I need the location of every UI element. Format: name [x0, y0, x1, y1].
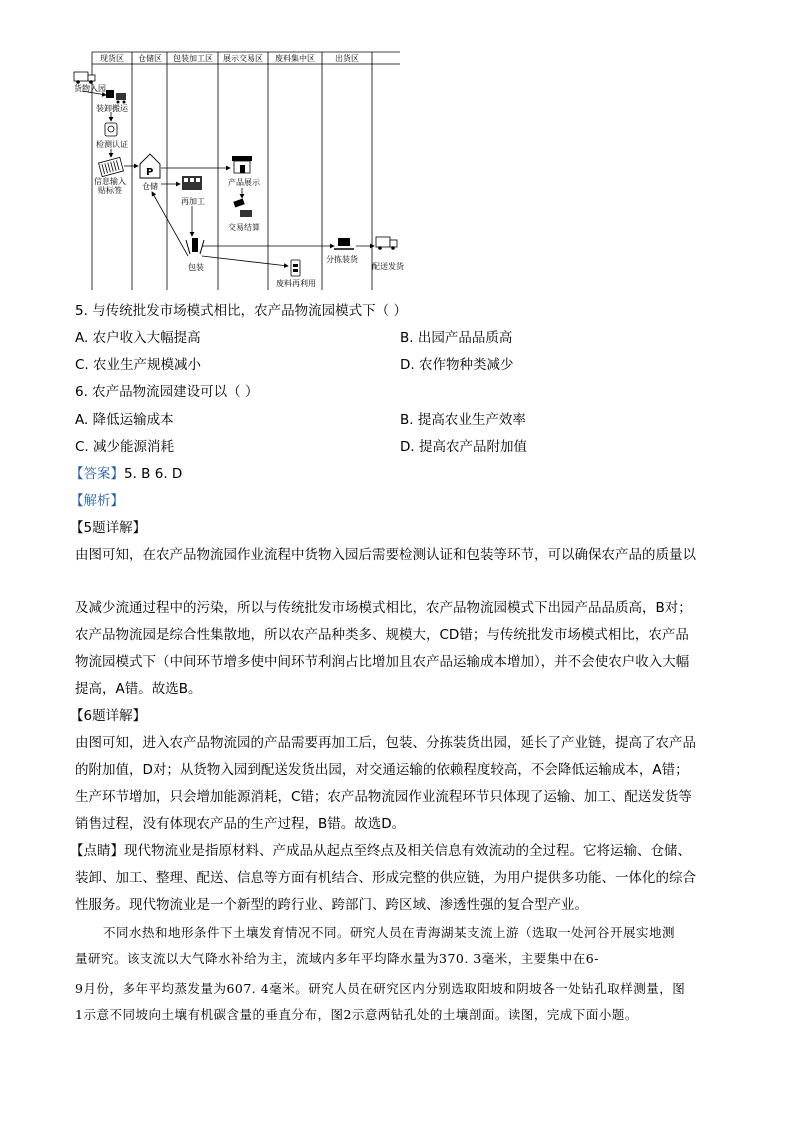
- intro-p1: 不同水热和地形条件下土壤发育情况不同。研究人员在青海湖某支流上游（选取一处河谷开展实地测: [103, 925, 676, 940]
- col-header: 展示交易区: [223, 54, 263, 63]
- q6-option-d: D. 提高农产品附加值: [400, 439, 527, 455]
- d6-p4: 销售过程，没有体现农产品的生产过程，B错。故选D。: [75, 816, 406, 832]
- analysis-tag: 【解析】: [70, 493, 124, 509]
- tip-line1: [70, 842, 691, 860]
- tip-p2: 装卸、加工、整理、配送、信息等方面有机结合、形成完整的供应链，为用户提供多功能、一体化的综合: [75, 870, 696, 886]
- intro-p4: 1示意不同坡向土壤有机碳含量的垂直分布，图2示意两钻孔处的土壤剖面。读图，完成下面小题。: [75, 1007, 638, 1022]
- col-header: 仓储区: [138, 54, 162, 63]
- parking-icon: [140, 154, 160, 178]
- node-arrive: 货物入园: [74, 84, 106, 93]
- answer-line: [70, 465, 182, 483]
- node-sort: 分拣装货: [326, 255, 358, 264]
- d5-p5: 提高，A错。故选B。: [75, 681, 202, 697]
- d6-title: 【6题详解】: [70, 708, 147, 724]
- col-header: 废料集中区: [275, 54, 315, 63]
- answer-tag: 【答案】: [70, 466, 124, 482]
- forklift-icon: [106, 90, 126, 104]
- q5-option-a: A. 农户收入大幅提高: [75, 330, 201, 346]
- node-ship: 配送发货: [372, 262, 404, 271]
- truck-out-icon: [376, 237, 397, 250]
- q5-option-c: C. 农业生产规模减小: [75, 357, 202, 373]
- q5-stem: 5. 与传统批发市场模式相比，农产品物流园模式下（ ）: [75, 303, 407, 319]
- d6-p3: 生产环节增加，只会增加能源消耗，C错；农产品物流园作业流程环节只体现了运输、加工、配送发货等: [75, 789, 692, 805]
- flow-diagram-svg: [70, 50, 410, 290]
- tip-p3: 性服务。现代物流业是一个新型的跨行业、跨部门、跨区域、渗透性强的复合型产业。: [75, 897, 588, 913]
- d5-title: 【5题详解】: [70, 520, 147, 536]
- pack-icon: [186, 238, 204, 254]
- intro-p2: 量研究。该支流以大气降水补给为主，流域内多年平均降水量为370. 3毫米，主要集中在6-: [75, 951, 599, 966]
- shop-icon: [232, 156, 252, 173]
- col-header: 包装加工区: [173, 54, 213, 63]
- conveyor-icon: [334, 238, 354, 249]
- logistics-flow-diagram: [70, 50, 410, 290]
- barcode-icon: [99, 157, 124, 176]
- intro-p3: 9月份，多年平均蒸发量为607. 4毫米。研究人员在研究区内分别选取阳坡和阴坡各一处钻孔取样测量，图: [75, 981, 686, 996]
- node-unload: 装卸搬运: [96, 104, 128, 113]
- q6-option-c: C. 减少能源消耗: [75, 439, 175, 455]
- node-store: 仓储: [142, 182, 158, 191]
- node-trade: 交易结算: [228, 223, 260, 232]
- factory-icon: [182, 176, 202, 190]
- col-header: 现货区: [100, 54, 124, 63]
- d5-p1: 由图可知，在农产品物流园作业流程中货物入园后需要检测认证和包装等环节，可以确保农产品的质量以: [75, 547, 696, 563]
- money-icon: [233, 198, 252, 217]
- q6-option-a: A. 降低运输成本: [75, 412, 174, 428]
- node-inspect: 检测认证: [96, 140, 128, 149]
- d5-p3: 农产品物流园是综合性集散地，所以农产品种类多、规模大，CD错；与传统批发市场模式相比，农产品: [75, 627, 689, 643]
- q6-stem: 6. 农产品物流园建设可以（ ）: [75, 384, 259, 400]
- d6-p2: 的附加值，D对；从货物入园到配送发货出园，对交通运输的依赖程度较高，不会降低运输成本，A错；: [75, 762, 689, 778]
- node-pack: 包装: [188, 263, 204, 272]
- answer-text: 5. B 6. D: [124, 466, 183, 482]
- q6-option-b: B. 提高农业生产效率: [400, 412, 526, 428]
- d5-p2: 及减少流通过程中的污染，所以与传统批发市场模式相比，农产品物流园模式下出园产品品质高，B对；: [75, 600, 692, 616]
- d5-p4: 物流园模式下（中间环节增多使中间环节利润占比增加且农产品运输成本增加），并不会使农户收入大幅: [75, 654, 690, 670]
- q5-option-b: B. 出园产品品质高: [400, 330, 513, 346]
- battery-icon: [291, 260, 300, 276]
- inspect-icon: [105, 123, 117, 136]
- node-waste: 废料再利用: [276, 279, 316, 288]
- q5-option-d: D. 农作物种类减少: [400, 357, 514, 373]
- tip-p1: 现代物流业是指原材料、产成品从起点至终点及相关信息有效流动的全过程。它将运输、仓储、: [124, 843, 691, 859]
- node-info: 信息输入: [94, 177, 126, 186]
- svg-text:P: P: [146, 167, 154, 178]
- col-header: 出货区: [335, 54, 359, 63]
- d6-p1: 由图可知，进入农产品物流园的产品需要再加工后，包装、分拣装货出园，延长了产业链，提高了农产品: [75, 735, 696, 751]
- node-reprocess: 再加工: [181, 197, 205, 206]
- tip-tag: 【点睛】: [70, 843, 124, 859]
- node-display: 产品展示: [228, 178, 260, 187]
- node-label: 贴标签: [98, 186, 122, 195]
